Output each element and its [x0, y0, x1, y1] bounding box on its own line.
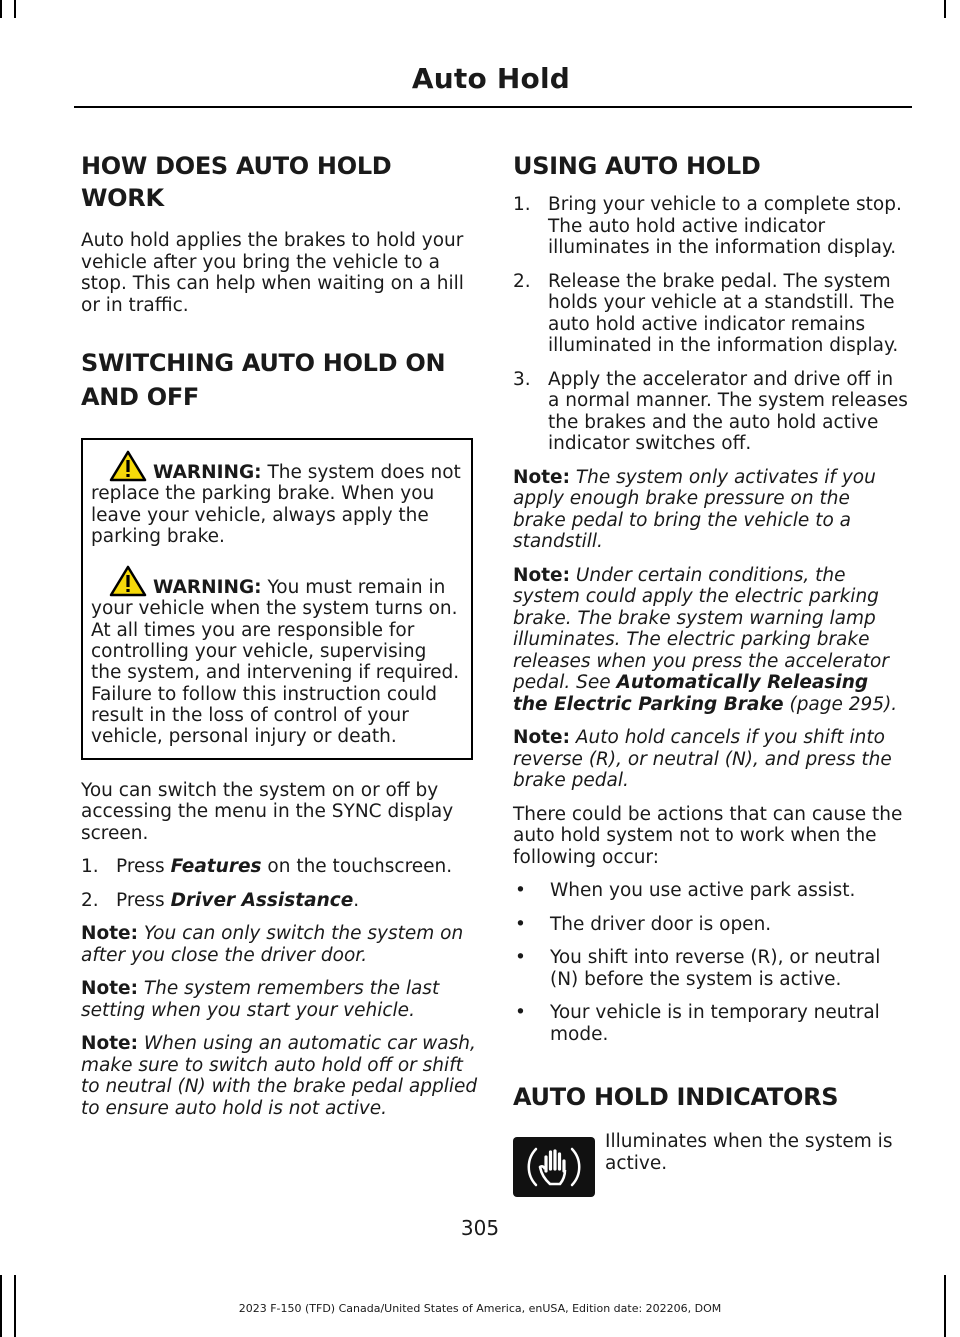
list-item [513, 880, 908, 902]
section-heading-switching [81, 346, 481, 414]
list-item [513, 947, 908, 990]
list-item [513, 271, 908, 357]
note-label: Note: [513, 727, 570, 748]
how-works-paragraph: Auto hold applies the brakes to hold your vehicle after you bring the vehicle to a stop. This can help when waiting on a hill or in traffic. [81, 230, 464, 316]
note-text: Under certain conditions, the system could apply the electric parking brake. The brake system warning lamp illuminates. The electric parking brake releases when you press the accelerator pedal. See [513, 564, 889, 693]
menu-item-driver-assistance: Driver Assistance [170, 889, 354, 911]
note-text: Auto hold cancels if you shift into reverse (R), or neutral (N), and press the brake pedal. [513, 727, 892, 791]
list-item [513, 914, 908, 936]
switching-heading-line1: SWITCHING AUTO HOLD ON [81, 349, 446, 377]
bullet-text: You shift into reverse (R), or neutral (N) before the system is active. [550, 947, 881, 990]
crop-mark [14, 0, 16, 18]
bullet-icon: • [515, 913, 526, 935]
bullet-text: Your vehicle is in temporary neutral mode. [550, 1002, 880, 1045]
switch-steps-list [81, 856, 481, 911]
warning-text: The system does not replace the parking brake. When you leave your vehicle, always apply the parking brake. [91, 462, 461, 547]
auto-hold-indicator-icon [513, 1137, 595, 1197]
step-text: . [353, 889, 360, 911]
footer: 2023 F-150 (TFD) Canada/United States of America, enUSA, Edition date: 202206, DOM [238, 1302, 722, 1315]
warning-text: You must remain in your vehicle when the system turns on. At all times you are responsible for controlling your vehicle, supervising the system, and intervening if required. Failure to follow this instruction could result in the loss of control of your vehicle, personal injury or death. [91, 577, 460, 748]
switching-heading-line2: AND OFF [81, 383, 200, 411]
bullet-text: When you use active park assist. [550, 880, 856, 901]
note-text: When using an automatic car wash, make sure to switch auto hold off or shift to neutral (N) with the brake pedal applied to ensure auto hold is not active. [81, 1033, 478, 1119]
cross-reference-link[interactable]: Automatically Releasing the Electric Parking Brake [513, 672, 869, 715]
bullet-text: The driver door is open. [550, 913, 772, 935]
left-column [81, 148, 481, 1119]
step-number: 2. [513, 270, 531, 292]
warning-label: WARNING: [153, 577, 262, 599]
page-title: Auto Hold [411, 62, 570, 95]
note-label: Note: [513, 466, 570, 488]
step-text: Release the brake pedal. The system holds your vehicle at a standstill. The auto hold active indicator remains illuminated in the information display. [548, 270, 899, 356]
step-text: Press [116, 856, 171, 878]
step-text: Apply the accelerator and drive off in a normal manner. The system releases the brakes and the auto hold active indicator switches off. [548, 368, 908, 454]
warning-triangle-icon [109, 565, 147, 597]
switch-intro-paragraph: You can switch the system on or off by accessing the menu in the SYNC display screen. [81, 779, 454, 844]
step-number: 2. [81, 889, 99, 911]
indicator-row [513, 1131, 908, 1197]
list-item [513, 369, 908, 455]
note [513, 565, 908, 716]
list-item [81, 890, 481, 912]
note-text: You can only switch the system on after you close the driver door. [81, 923, 464, 966]
section-heading-using: USING AUTO HOLD [513, 152, 761, 180]
step-number: 3. [513, 368, 531, 390]
list-item [513, 1002, 908, 1045]
step-number: 1. [513, 194, 531, 215]
header-divider [74, 106, 912, 108]
page-reference: (page 295). [783, 693, 898, 715]
using-steps-list [513, 194, 908, 455]
note [513, 467, 908, 553]
warning-box [81, 438, 473, 760]
list-item [81, 856, 481, 878]
crop-mark [944, 0, 946, 18]
bullet-icon: • [515, 947, 526, 968]
note [81, 1033, 481, 1119]
note [81, 978, 481, 1021]
step-text: Bring your vehicle to a complete stop. The auto hold active indicator illuminates in the information display. [548, 194, 902, 258]
note-text: The system only activates if you apply enough brake pressure on the brake pedal to bring the vehicle to a standstill. [513, 466, 876, 552]
step-text: Press [116, 889, 171, 911]
conditions-list [513, 880, 908, 1045]
crop-mark [0, 0, 2, 18]
bullet-icon: • [515, 880, 526, 901]
section-heading-indicators: AUTO HOLD INDICATORS [513, 1083, 839, 1111]
note-text: The system remembers the last setting when you start your vehicle. [81, 978, 440, 1021]
bullet-icon: • [515, 1002, 526, 1023]
warning-1 [91, 450, 461, 547]
step-number: 1. [81, 856, 99, 878]
indicator-description: Illuminates when the system is active. [605, 1131, 893, 1174]
warning-2 [91, 565, 461, 747]
warning-triangle-icon [109, 450, 147, 482]
note-label: Note: [81, 1033, 138, 1055]
note-label: Note: [81, 923, 138, 945]
step-text: on the touchscreen. [261, 856, 453, 878]
right-column [513, 148, 908, 1197]
note-label: Note: [81, 978, 138, 1000]
note-label: Note: [513, 564, 570, 586]
note [81, 923, 481, 966]
note [513, 727, 908, 792]
page-number: 305 [460, 1216, 500, 1240]
menu-item-features: Features [170, 856, 262, 878]
actions-intro-paragraph: There could be actions that can cause the auto hold system not to work when the following occur: [513, 803, 903, 868]
section-heading-how-works: HOW DOES AUTO HOLD WORK [81, 152, 392, 212]
list-item [513, 194, 908, 259]
auto-hold-hand-icon [524, 1141, 584, 1193]
warning-label: WARNING: [153, 462, 262, 483]
